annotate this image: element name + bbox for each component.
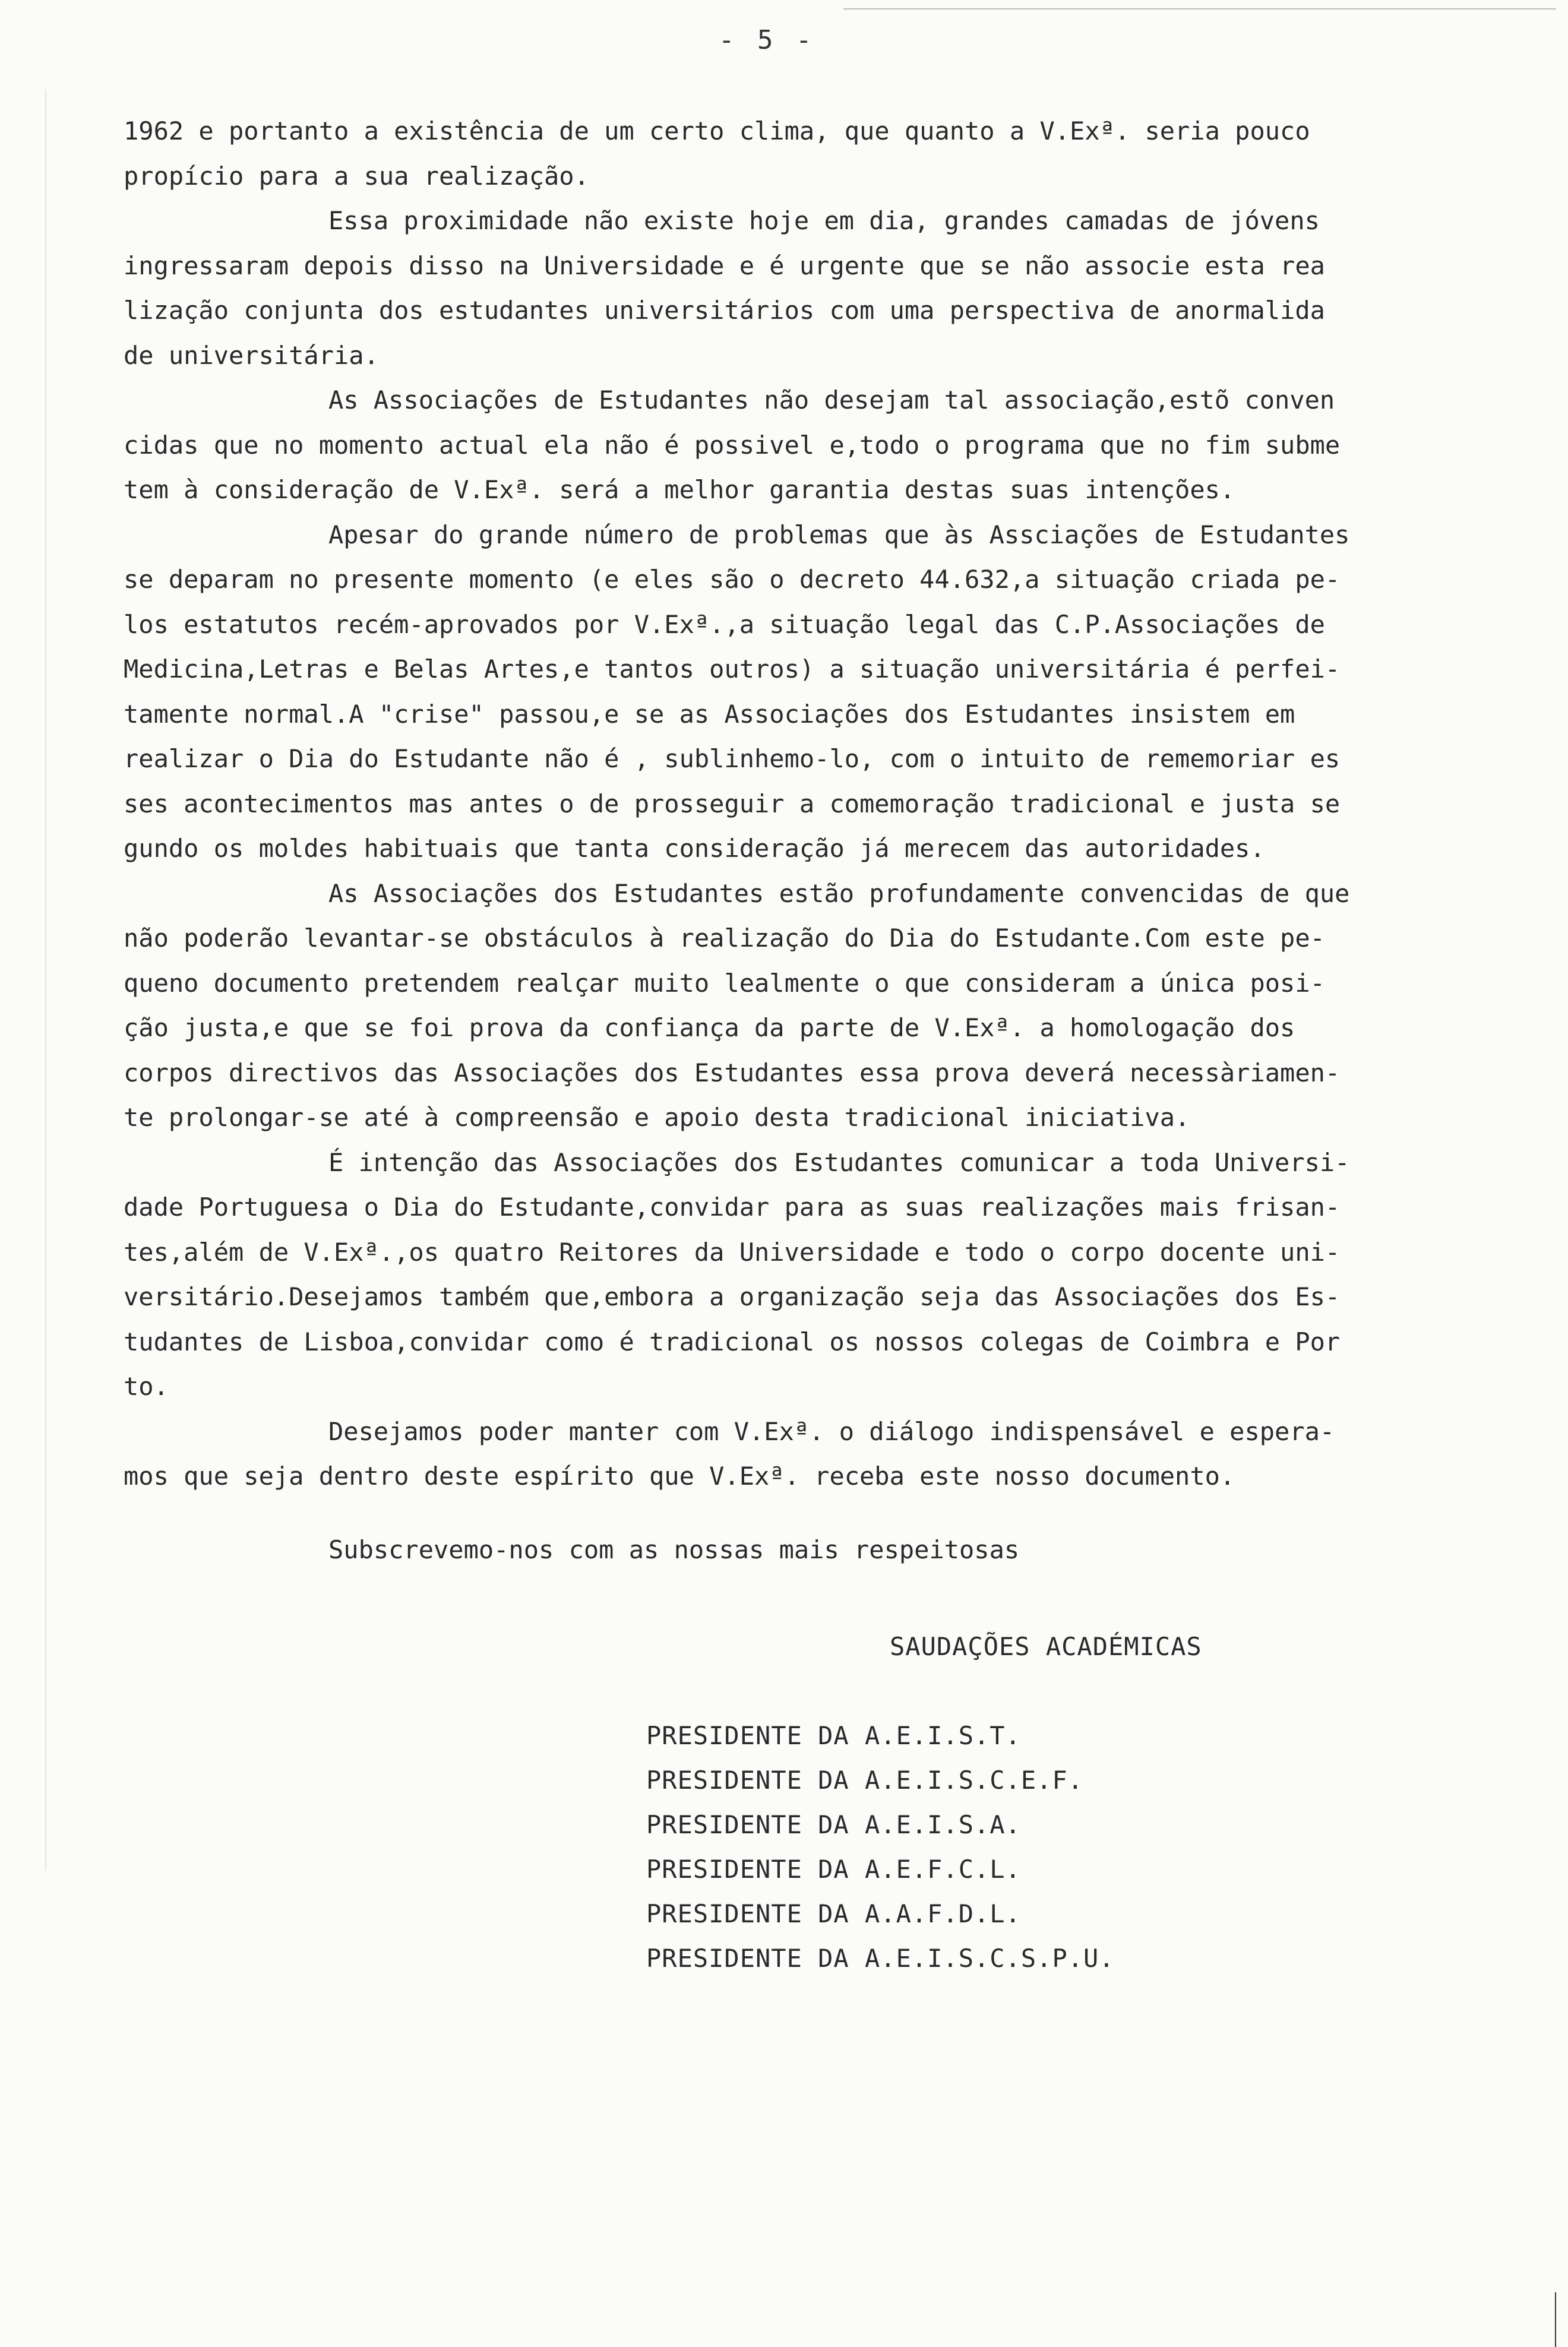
text-line: te prolongar-se até à compreensão e apoio desta tradicional iniciativa. — [124, 1103, 1190, 1132]
text-line: cidas que no momento actual ela não é possivel e,todo o programa que no fim subme — [124, 430, 1341, 460]
text-line: mos que seja dentro deste espírito que V.Exª. receba este nosso documento. — [124, 1462, 1235, 1491]
text-line: As Associações de Estudantes não desejam tal associação,estõ conven — [328, 385, 1335, 415]
academic-greeting: SAUDAÇÕES ACADÉMICAS — [890, 1631, 1202, 1661]
signatory-line: PRESIDENTE DA A.E.I.S.T. — [646, 1720, 1021, 1750]
text-line: corpos directivos das Associações dos Estudantes essa prova deverá necessàriamen- — [124, 1058, 1341, 1087]
text-line: to. — [124, 1372, 169, 1401]
document-body — [124, 109, 1436, 1981]
text-line: Apesar do grande número de problemas que às Assciações de Estudantes — [328, 520, 1350, 549]
text-line: gundo os moldes habituais que tanta consideração já merecem das autoridades. — [124, 834, 1265, 863]
text-line: ingressaram depois disso na Universidade e é urgente que se não associe esta rea — [124, 251, 1325, 280]
page-number: - 5 - — [719, 25, 815, 55]
text-line: dade Portuguesa o Dia do Estudante,convidar para as suas realizações mais frisan- — [124, 1193, 1341, 1222]
signatory-list — [124, 1713, 1436, 1981]
scan-edge-shadow — [45, 89, 46, 1871]
text-line: Medicina,Letras e Belas Artes,e tantos outros) a situação universitária é perfei- — [124, 654, 1341, 684]
body-text — [124, 109, 1436, 1499]
text-line: queno documento pretendem realçar muito lealmente o que consideram a única posi- — [124, 968, 1325, 998]
text-line: ção justa,e que se foi prova da confiança da parte de V.Exª. a homologação dos — [124, 1013, 1295, 1042]
text-line: tudantes de Lisboa,convidar como é tradicional os nossos colegas de Coimbra e Por — [124, 1327, 1341, 1356]
text-line: de universitária. — [124, 340, 379, 370]
text-line: propício para a sua realização. — [124, 161, 589, 191]
spacer — [124, 1499, 1436, 1527]
text-line: Essa proximidade não existe hoje em dia, grandes camadas de jóvens — [328, 206, 1320, 235]
signatory-line: PRESIDENTE DA A.A.F.D.L. — [646, 1899, 1021, 1928]
text-line: ses acontecimentos mas antes o de prosseguir a comemoração tradicional e justa se — [124, 789, 1341, 818]
text-line: realizar o Dia do Estudante não é , sublinhemo-lo, com o intuito de rememoriar es — [124, 744, 1341, 773]
signatory-line: PRESIDENTE DA A.E.I.S.C.E.F. — [646, 1765, 1084, 1795]
text-line: As Associações dos Estudantes estão profundamente convencidas de que — [328, 878, 1350, 908]
text-line: tes,além de V.Exª.,os quatro Reitores da Universidade e todo o corpo docente uni- — [124, 1237, 1341, 1267]
text-line: versitário.Desejamos também que,embora a organização seja das Associações dos Es- — [124, 1282, 1341, 1311]
text-line: É intenção das Associações dos Estudantes comunicar a toda Universi- — [328, 1147, 1350, 1177]
scan-edge-mark — [1555, 2292, 1556, 2347]
scan-edge-line — [843, 8, 1556, 10]
text-line: Desejamos poder manter com V.Exª. o diálogo indispensável e espera- — [328, 1416, 1335, 1446]
text-line: tem à consideração de V.Exª. será a melhor garantia destas suas intenções. — [124, 475, 1235, 504]
text-line: 1962 e portanto a existência de um certo clima, que quanto a V.Exª. seria pouco — [124, 116, 1310, 145]
closing-formula: Subscrevemo-nos com as nossas mais respeitosas — [328, 1535, 1020, 1564]
text-line: los estatutos recém-aprovados por V.Exª.,a situação legal das C.P.Associações de — [124, 609, 1325, 639]
signatory-line: PRESIDENTE DA A.E.I.S.C.S.P.U. — [646, 1943, 1115, 1973]
text-line: tamente normal.A "crise" passou,e se as Associações dos Estudantes insistem em — [124, 699, 1295, 729]
text-line: não poderão levantar-se obstáculos à realização do Dia do Estudante.Com este pe- — [124, 923, 1325, 953]
signatory-line: PRESIDENTE DA A.E.I.S.A. — [646, 1810, 1021, 1839]
text-line: se deparam no presente momento (e eles são o decreto 44.632,a situação criada pe- — [124, 565, 1341, 594]
spacer — [124, 1572, 1436, 1624]
text-line: lização conjunta dos estudantes universitários com uma perspectiva de anormalida — [124, 296, 1325, 325]
signatory-line: PRESIDENTE DA A.E.F.C.L. — [646, 1854, 1021, 1884]
